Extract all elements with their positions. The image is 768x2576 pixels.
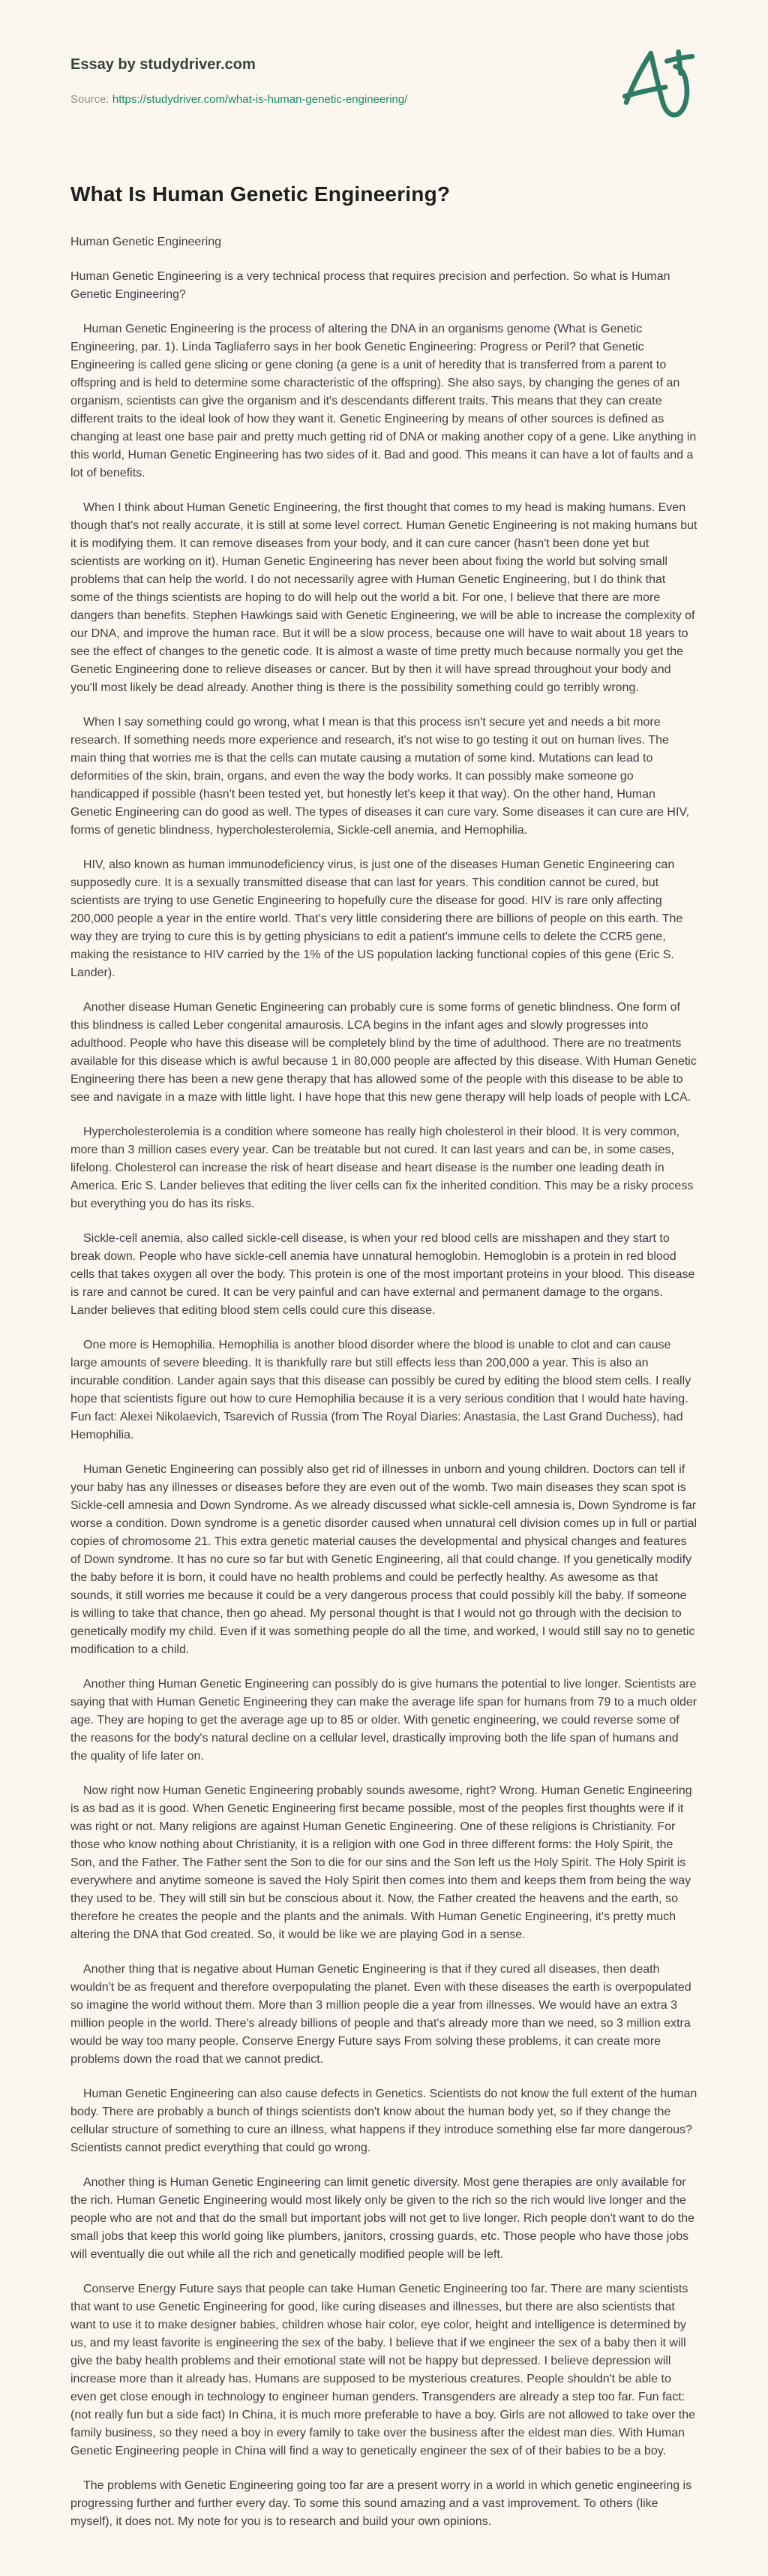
essay-paragraph: Hypercholesterolemia is a condition where someone has really high cholesterol in their blood. It is very common, more than 3 million cases every year. Can be treatable but not cured. It can last years and can be, in some cases, lifelong. Cholesterol can increase the risk of heart disease and heart disease is the number one leading death in America. Eric S. Lander believes that editing the liver cells can fix the inherited condition. This may be a risky process but everything you do has its risks.: [70, 1126, 694, 1210]
essay-paragraph: Human Genetic Engineering is the process of altering the DNA in an organisms genome (What is Genetic Engineering, par. 1). Linda Tagliaferro says in her book Genetic Engineering: Progress or Peril? that Genetic Engineering is called gene slicing or gene cloning (a gene is a unit of heredity that is transferred from a parent to offspring and is held to determine some characteristic of the offspring). She also says, by changing the genes of an organism, scientists can give the organism and it's descendants different traits. This means that they can create different traits to the ideal look of how they want it. Genetic Engineering by means of other sources is defined as changing at least one base pair and pretty much getting rid of DNA or making another copy of a gene. Like anything in this world, Human Genetic Engineering has two sides of it. Bad and good. This means it can have a lot of faults and a lot of benefits.: [70, 323, 697, 479]
essay-paragraph: Sickle-cell anemia, also called sickle-cell disease, is when your red blood cells are misshapen and they start to break down. People who have sickle-cell anemia have unnatural hemoglobin. Hemoglobin is a protein in red blood cells that takes oxygen all over the body. This protein is one of the most important proteins in your blood. This disease is rare and cannot be cured. It can be very painful and can have external and permanent damage to the organs. Lander believes that editing blood stem cells could cure this disease.: [70, 1232, 695, 1317]
header-title: Essay by studydriver.com: [70, 56, 256, 73]
essay-paragraph: Conserve Energy Future says that people can take Human Genetic Engineering too far. There are many scientists that want to use Genetic Engineering for good, like curing diseases and illnesses, but there are also scientists that want to use it to make designer babies, children whose hair color, eye color, height and intelligence is determined by us, and my least favorite is engineering the sex of the baby. I believe that if we engineer the sex of a baby then it will give the baby health problems and their emotional state will not be happy but depressed. I believe depression will increase more than it already has. Humans are supposed to be mysterious creatures. People shouldn't be able to even get close enough in technology to engineer human genders. Transgenders are already a step too far. Fun fact: (not really fun but a side fact) In China, it is much more preferable to have a boy. Girls are not allowed to take over the family business, so they need a boy in every family to take over the business after the eldest man dies. With Human Genetic Engineering people in China will find a way to genetically engineer the sex of of their babies to be a boy.: [70, 2283, 696, 2457]
essay-paragraph: Human Genetic Engineering is a very technical process that requires precision and perfection. So what is Human Genetic Engineering?: [70, 270, 670, 301]
source-label: Source:: [70, 93, 110, 106]
essay-title: What Is Human Genetic Engineering?: [70, 182, 451, 206]
essay-paragraph: Another thing that is negative about Human Genetic Engineering is that if they cured all diseases, then death wouldn't be as frequent and therefore overpopulating the planet. Even with these diseases the earth is overpopulated so imagine the world without them. More than 3 million people die a year from illnesses. We would have an extra 3 million people in the world. There's already billions of people and that's already more than we need, so 3 million extra would be way too many people. Conserve Energy Future says From solving these problems, it can create more problems down the road that we cannot predict.: [70, 1963, 692, 2066]
essay-paragraph: Another disease Human Genetic Engineering can probably cure is some forms of genetic blindness. One form of this blindness is called Leber congenital amaurosis. LCA begins in the infant ages and slowly progresses into adulthood. People who have this disease will be completely blind by the time of adulthood. There are no treatments available for this disease which is awful because 1 in 80,000 people are affected by this disease. With Human Genetic Engineering there has been a new gene therapy that has allowed some of the people with this disease to be able to see and navigate in a maze with little light. I have hope that this new gene therapy will help loads of people with LCA.: [70, 1001, 697, 1104]
essay-paragraph: HIV, also known as human immunodeficiency virus, is just one of the diseases Human Genetic Engineering can supposedly cure. It is a sexually transmitted disease that can last for years. This condition cannot be cured, but scientists are trying to use Genetic Engineering to hopefully cure the disease for good. HIV is rare only affecting 200,000 people a year in the entire world. That's very little considering there are billions of people on this earth. The way they are trying to cure this is by getting physicians to edit a patient's immune cells to delete the CCR5 gene, making the resistance to HIV carried by the 1% of the US population lacking functional copies of this gene (Eric S. Lander).: [70, 858, 683, 979]
essay-topic-label: Human Genetic Engineering: [70, 236, 222, 248]
essay-paragraph: When I think about Human Genetic Engineering, the first thought that comes to my head is making humans. Even though that's not really accurate, it is still at some level correct. Human Genetic Engineering is not making humans but it is modifying them. It can remove diseases from your body, and it can cure cancer (hasn't been done yet but scientists are working on it). Human Genetic Engineering has never been about fixing the world but solving small problems that can help the world. I do not necessarily agree with Human Genetic Engineering, but I do think that some of the things scientists are hoping to do will help out the world a bit. For one, I believe that there are more dangers than benefits. Stephen Hawkings said with Genetic Engineering, we will be able to increase the complexity of our DNA, and improve the human race. But it will be a slow process, because one will have to wait about 18 years to see the effect of changes to the genetic code. It is almost a waste of time pretty much because normally you get the Genetic Engineering done to relieve diseases or cancer. But by then it will have spread throughout your body and you'll most likely be dead already. Another thing is there is the possibility something could go terribly wrong.: [70, 501, 698, 694]
essay-paragraph: Another thing Human Genetic Engineering can possibly do is give humans the potential to live longer. Scientists are saying that with Human Genetic Engineering they can make the average life span for humans from 79 to a much older age. They are hoping to get the average age up to 85 or older. With genetic engineering, we could reverse some of the reasons for the body's natural decline on a cellular level, drastically improving both the life span of humans and the quality of life later on.: [70, 1678, 698, 1763]
source-line: [70, 93, 698, 106]
essay-paragraph: One more is Hemophilia. Hemophilia is another blood disorder where the blood is unable to clot and can cause large amounts of severe bleeding. It is thankfully rare but still effects less than 200,000 a year. This is also an incurable condition. Lander again says that this disease can possibly be cured by editing the blood stem cells. I really hope that scientists figure out how to cure Hemophilia because it is a very serious condition that I would hate having. Fun fact: Alexei Nikolaevich, Tsarevich of Russia (from The Royal Diaries: Anastasia, the Last Grand Duchess), had Hemophilia.: [70, 1339, 692, 1441]
essay-paragraph: Human Genetic Engineering can possibly also get rid of illnesses in unborn and young children. Doctors can tell if your baby has any illnesses or diseases before they are even out of the womb. Two main diseases they scan spot is Sickle-cell amnesia and Down Syndrome. As we already discussed what sickle-cell amnesia is, Down Syndrome is far worse a condition. Down syndrome is a genetic disorder caused when unnatural cell division comes up in full or partial copies of chromosome 21. This extra genetic material causes the developmental and physical changes and features of Down syndrome. It has no cure so far but with Genetic Engineering, all that could change. If you genetically modify the baby before it is born, it could have no health problems and could be perfectly healthy. As awesome as that sounds, it still worries me because it could be a very dangerous process that could possibly kill the baby. If someone is willing to take that chance, then go ahead. My personal thought is that I would not go through with the decision to genetically modify my child. Even if it was something people do all the time, and worked, I would still say no to genetic modification to a child.: [70, 1463, 698, 1656]
source-link[interactable]: https://studydriver.com/what-is-human-genetic-engineering/: [112, 93, 408, 106]
essay-paragraph: Another thing is Human Genetic Engineering can limit genetic diversity. Most gene therapies are only available for the rich. Human Genetic Engineering would most likely only be given to the rich so the rich would live longer and the people who are not and that do the small but important jobs will not get to live longer. Rich people don't want to do the small jobs that keep this world going like plumbers, janitors, crossing guards, etc. Those people who have those jobs will eventually die out while all the rich and genetically modified people will be left.: [70, 2176, 695, 2261]
essay-paragraph: Human Genetic Engineering can also cause defects in Genetics. Scientists do not know the full extent of the human body. There are probably a bunch of things scientists don't know about the human body yet, so if they change the cellular structure of something to cure an illness, what happens if they introduce something else far more dangerous? Scientists cannot predict everything that could go wrong.: [70, 2088, 698, 2154]
a-plus-logo-icon: [622, 47, 695, 121]
essay-paragraph: The problems with Genetic Engineering going too far are a present worry in a world in which genetic engineering is progressing further and further every day. To some this sound amazing and a vast improvement. To others (like myself), it does not. My note for you is to research and build your own opinions.: [70, 2479, 692, 2528]
document-header: [70, 56, 698, 106]
essay-paragraph: Now right now Human Genetic Engineering probably sounds awesome, right? Wrong. Human Genetic Engineering is as bad as it is good. When Genetic Engineering first became possible, most of the peoples first thoughts were if it was right or not. Many religions are against Human Genetic Engineering. One of these religions is Christianity. For those who know nothing about Christianity, it is a religion with one God in three different forms: the Holy Spirit, the Son, and the Father. The Father sent the Son to die for our sins and the Son left us the Holy Spirit. The Holy Spirit is everywhere and anytime someone is saved the Holy Spirit then comes into them and keeps them from being the way they used to be. They will still sin but be conscious about it. Now, the Father created the heavens and the earth, so therefore he creates the people and the plants and the animals. With Human Genetic Engineering, it's pretty much altering the DNA that God created. So, it would be like we are playing God in a sense.: [70, 1784, 692, 1941]
essay-body: [70, 233, 698, 2531]
essay-paragraph: When I say something could go wrong, what I mean is that this process isn't secure yet and needs a bit more research. If something needs more experience and research, it's not wise to go testing it out on human lives. The main thing that worries me is that the cells can mutate causing a mutation of some kind. Mutations can lead to deformities of the skin, brain, organs, and even the way the body works. It can possibly make someone go handicapped if possible (hasn't been tested yet, but honestly let's keep it that way). On the other hand, Human Genetic Engineering can do good as well. The types of diseases it can cure vary. Some diseases it can cure are HIV, forms of genetic blindness, hypercholesterolemia, Sickle-cell anemia, and Hemophilia.: [70, 716, 690, 837]
